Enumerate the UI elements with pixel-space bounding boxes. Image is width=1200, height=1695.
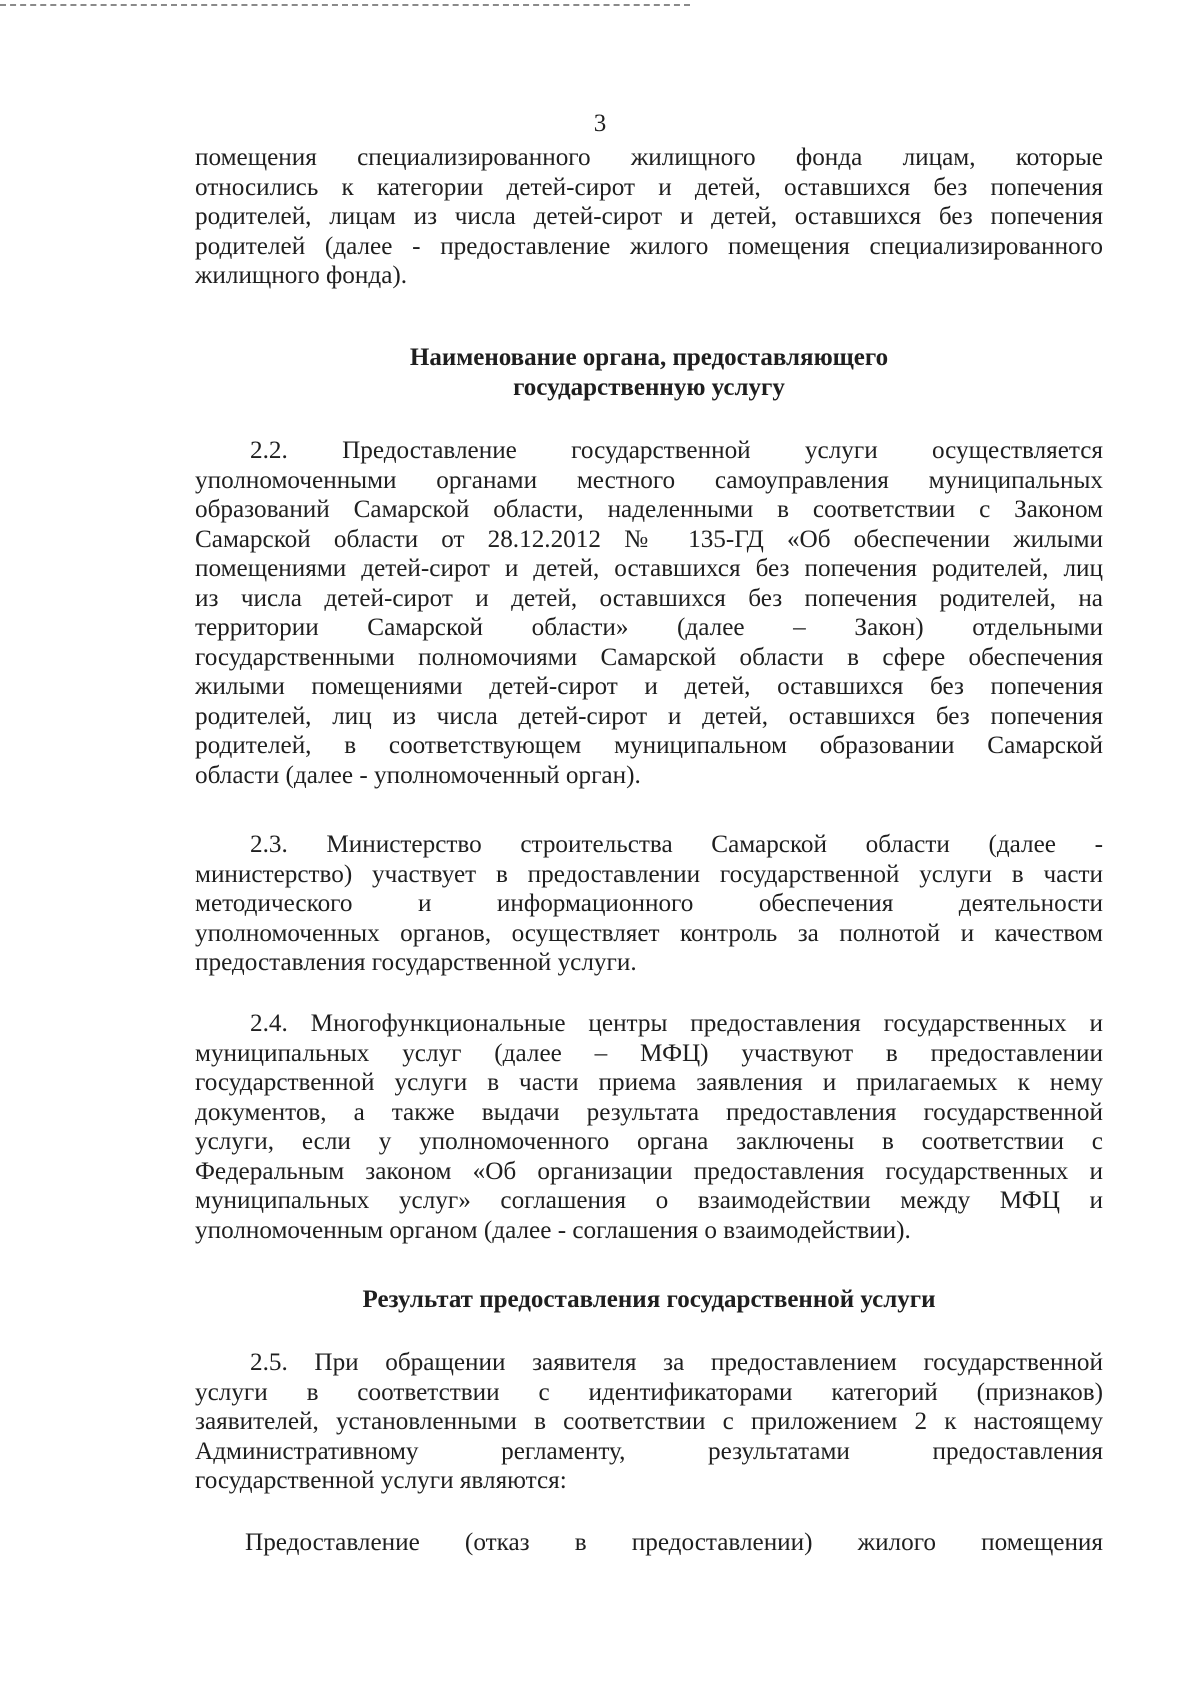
- text-line: Самарской области от 28.12.2012 № 135-ГД «Об обеспечении жилыми: [195, 525, 1103, 553]
- top-scan-rule: [0, 4, 690, 6]
- text-line: территории Самарской области» (далее – Закон) отдельными: [195, 614, 1103, 641]
- text-line: родителей, лиц из числа детей-сирот и детей, оставшихся без попечения: [195, 702, 1103, 730]
- text-line: услуги, если у уполномоченного органа заключены в соответствии с: [195, 1128, 1103, 1155]
- paragraph-final: [195, 1528, 1103, 1558]
- text-line: государственной услуги в части приема заявления и прилагаемых к нему: [195, 1069, 1103, 1096]
- text-line: образований Самарской области, наделенными в соответствии с Законом: [195, 496, 1103, 523]
- text-line: государственными полномочиями Самарской области в сфере обеспечения: [195, 643, 1103, 671]
- text-line: заявителей, установленными в соответствии с приложением 2 к настоящему: [195, 1408, 1103, 1435]
- text-line: родителей (далее - предоставление жилого помещения специализированного: [195, 232, 1103, 260]
- section-heading-service-result: [195, 1285, 1103, 1315]
- heading-line: государственную услугу: [513, 373, 785, 401]
- text-line: 2.5. При обращении заявителя за предоставлением государственной: [250, 1349, 1103, 1376]
- text-line: области (далее - уполномоченный орган).: [195, 761, 641, 789]
- text-line: уполномоченными органами местного самоуправления муниципальных: [195, 466, 1103, 494]
- text-line: Федеральным законом «Об организации предоставления государственных и: [195, 1157, 1103, 1185]
- text-line: помещениями детей-сирот и детей, оставшихся без попечения родителей, лиц: [195, 555, 1103, 582]
- text-line: уполномоченных органов, осуществляет контроль за полнотой и качеством: [195, 919, 1103, 947]
- text-line: документов, а также выдачи результата предоставления государственной: [195, 1098, 1103, 1126]
- text-line: методического и информационного обеспечения деятельности: [195, 890, 1103, 917]
- text-line: муниципальных услуг (далее – МФЦ) участвуют в предоставлении: [195, 1039, 1103, 1067]
- text-line: родителей, в соответствующем муниципальном образовании Самарской: [195, 732, 1103, 759]
- text-line: 2.4. Многофункциональные центры предоставления государственных и: [250, 1010, 1103, 1037]
- text-line: уполномоченным органом (далее - соглашения о взаимодействии).: [195, 1216, 911, 1244]
- paragraph-2-4: [195, 1009, 1103, 1245]
- text-line: 2.2. Предоставление государственной услуги осуществляется: [250, 437, 1103, 464]
- text-line: родителей, лицам из числа детей-сирот и детей, оставшихся без попечения: [195, 203, 1103, 230]
- text-line: относились к категории детей-сирот и детей, оставшихся без попечения: [195, 173, 1103, 201]
- text-line: предоставления государственной услуги.: [195, 949, 637, 976]
- paragraph-2-3: [195, 830, 1103, 978]
- heading-line: Наименование органа, предоставляющего: [409, 344, 889, 371]
- text-line: министерство) участвует в предоставлении государственной услуги в части: [195, 860, 1103, 888]
- text-line: Административному регламенту, результатами предоставления: [195, 1437, 1103, 1465]
- text-line: жилищного фонда).: [195, 262, 408, 289]
- text-line: Предоставление (отказ в предоставлении) жилого помещения: [245, 1529, 1103, 1556]
- paragraph-2-5: [195, 1348, 1103, 1496]
- text-line: помещения специализированного жилищного фонда лицам, которые: [195, 144, 1103, 171]
- text-line: государственной услуги являются:: [195, 1467, 567, 1494]
- text-line: услуги в соответствии с идентификаторами категорий (признаков): [195, 1378, 1103, 1406]
- text-line: из числа детей-сирот и детей, оставшихся без попечения родителей, на: [195, 584, 1103, 612]
- intro-paragraph: [195, 143, 1103, 291]
- text-line: муниципальных услуг» соглашения о взаимодействии между МФЦ и: [195, 1187, 1103, 1214]
- paragraph-2-2: [195, 436, 1103, 790]
- section-heading-service-body: [195, 343, 1103, 402]
- text-line: жилыми помещениями детей-сирот и детей, оставшихся без попечения: [195, 673, 1103, 700]
- heading-line: Результат предоставления государственной услуги: [362, 1286, 936, 1313]
- page-number: 3: [593, 110, 607, 137]
- text-line: 2.3. Министерство строительства Самарской области (далее -: [250, 831, 1103, 858]
